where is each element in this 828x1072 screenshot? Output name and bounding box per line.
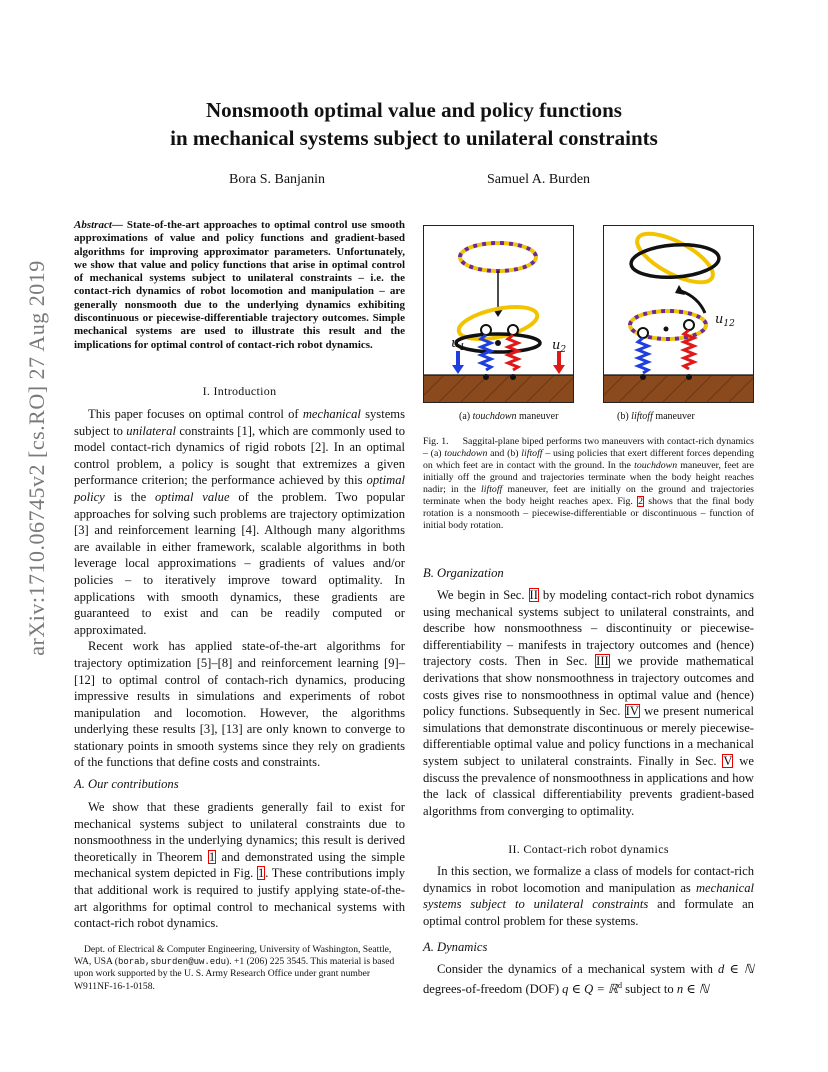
subcaption-a <box>459 411 558 423</box>
org-paragraph <box>423 587 754 819</box>
text-run: is the <box>104 489 155 504</box>
text-run: we present numerical simulations that demonstrate discontinuous or merely piecewise-differentiable optimal value and policy functions in a mechanical system subject to unilateral constraints. Finally in Sec. <box>423 704 754 768</box>
math: q ∈ Q = ℝ <box>562 981 618 996</box>
paper-title <box>0 96 828 152</box>
text-run: Dept. of Electrical & Computer Engineering, University of Washington, Seattle, WA, USA ( <box>74 944 392 968</box>
text-run: (a) <box>459 411 473 422</box>
dynamics-paragraph <box>423 961 754 997</box>
section-2-heading: II. Contact-rich robot dynamics <box>508 842 669 856</box>
text-run: Consider the dynamics of a mechanical system with <box>437 962 719 976</box>
intro-paragraph-2: Recent work has applied state-of-the-art algorithms for trajectory optimization [5]–[8] and reinforcement learning [9]–[12] to optimal control of contach-rich dynamics, producing impressive results in simulations and experiments of robot manipulation and locomotion. However, the algorithms underlying these results [3], [13] are only known to converge to stationary points in smooth systems since they rely on gradients of the functions that define costs and constraints. <box>74 639 405 770</box>
org-body <box>423 587 754 819</box>
theorem-ref-link[interactable]: 1 <box>208 849 216 864</box>
text-run: mechanical <box>302 407 361 421</box>
abstract <box>74 219 405 352</box>
author-1: Bora S. Banjanin <box>229 172 326 187</box>
org-heading: B. Organization <box>423 566 504 580</box>
intro-body <box>74 406 405 771</box>
section-2-paragraph <box>423 863 754 929</box>
intro-heading: I. Introduction <box>202 384 277 398</box>
panel-a <box>424 226 574 403</box>
text-run: This paper focuses on optimal control of <box>88 407 303 421</box>
arxiv-id: arXiv:1710.06745v2 [cs.RO] 27 Aug 2019 <box>24 260 49 656</box>
abstract-label: Abstract <box>74 219 112 231</box>
title-line-2: in mechanical systems subject to unilateral constraints <box>170 126 658 150</box>
text-run: shows that the final body rotation is a nonsmooth – piecewise-differentiable or discontinuous – function of initial body rotation. <box>423 496 755 531</box>
text-run: liftoff <box>521 448 543 459</box>
dynamics-heading: A. Dynamics <box>423 940 488 954</box>
text-run: systems subject to <box>74 407 405 438</box>
text-run: . These contributions imply that additional work is required to justify applying state-of-the-art algorithms for optimal control to mechanical systems with contact-rich robot dynamics. <box>74 866 405 931</box>
text-run: liftoff <box>481 484 503 495</box>
footnote <box>74 944 405 993</box>
text-run: subject to <box>621 981 677 996</box>
text-run: We show that these gradients generally fail to exist for mechanical systems subject to unilateral constraints due to nonsmoothness in the underlying dynamics; this result is derived theoretically in Theorem <box>74 800 405 864</box>
dynamics-body <box>423 961 754 997</box>
text-run: maneuver, feet are initially on the ground and trajectories terminate when the body height reaches apex. Fig. <box>423 484 754 507</box>
arxiv-sidebar <box>24 260 50 656</box>
figure-caption <box>423 436 754 532</box>
text-run: optimal policy <box>74 473 405 504</box>
footnote-text <box>74 944 405 993</box>
text-run: mechanical systems subject to unilateral constraints <box>423 880 754 912</box>
contrib-body <box>74 799 405 932</box>
contrib-paragraph <box>74 799 405 932</box>
figure-2-ref-link[interactable]: 2 <box>638 496 644 507</box>
text-run: – using policies that exert different forces depending on which feet are in contact with the ground. In the <box>423 448 754 471</box>
text-run: ). +1 (206) 225 3545. This material is based upon work supported by the U. S. Army Research Office under grant number W911NF-16-1-0158. <box>74 956 395 992</box>
section-iii-ref-link[interactable]: III <box>596 654 609 669</box>
section-ii-ref-link[interactable]: II <box>529 588 538 602</box>
text-run: We begin in Sec. <box>437 588 529 602</box>
section-2-body <box>423 863 754 929</box>
figure-1-drawing <box>423 225 754 403</box>
subcaption-b <box>617 411 695 423</box>
section-iv-ref-link[interactable]: IV <box>625 704 639 719</box>
text-run: and (b) <box>487 448 522 459</box>
figure-1 <box>423 225 754 403</box>
title-line-1: Nonsmooth optimal value and policy functions <box>206 98 622 122</box>
text-run: liftoff <box>631 411 653 422</box>
math: n ∈ ℕ <box>676 981 709 996</box>
text-run: degrees-of-freedom (DOF) <box>423 981 563 996</box>
text-run: unilateral <box>126 423 176 438</box>
label-u2: $u_2$ <box>551 338 567 355</box>
text-run: maneuver, feet are initially off the ground and trajectories terminate when the body height reaches nadir; in the <box>423 460 755 495</box>
intro-paragraph-1 <box>74 406 405 638</box>
text-run: maneuver <box>652 411 695 422</box>
panel-b <box>604 225 754 403</box>
text-run: maneuver <box>516 411 559 422</box>
author-2: Samuel A. Burden <box>487 172 591 187</box>
text-run: optimal value <box>154 489 230 504</box>
contrib-heading: A. Our contributions <box>74 777 179 791</box>
text-run: we discuss the prevalence of nonsmoothness in applications and how the lack of classical differentiability prevents gradient-based algorithms from converging to optimality. <box>423 753 754 818</box>
abstract-text: — State-of-the-art approaches to optimal control use smooth approximations of value and policy functions and gradient-based algorithms for improving approximator parameters. Unfortunately, we show that value and policy functions that arise in optimal control of mechanical systems subject to unilateral constraints – i.e. the contact-rich dynamics of robot locomotion and manipulation – are generally nonsmooth due to the underlying dynamics exhibiting discontinuous or piecewise-differentiable trajectory outcomes. Simple mechanical systems are used to illustrate this result and the implications for optimal control of contact-rich robot dynamics. <box>74 219 405 351</box>
text-run: touchdown <box>634 460 678 471</box>
label-u12: $u_{12}$ <box>715 312 735 329</box>
text-run: touchdown <box>472 411 517 422</box>
section-v-ref-link[interactable]: V <box>723 753 733 768</box>
text-run: (b) <box>617 411 632 422</box>
text-run: of the problem. Two popular approaches for solving such problems are trajectory optimization [3] and reinforcement learning [4]. Although many algorithms are available in either framework, scalable algorithms in both leverage local approximations – gradients of values and/or policies – to iteratively improve toward optimality. In applications with smooth dynamics, these gradients are guaranteed to exist and can be readily computed or approximated. <box>74 489 406 637</box>
text-run: In this section, we formalize a class of models for contact-rich dynamics in robot locomotion and manipulation as <box>423 864 754 895</box>
math-sup: d <box>617 980 622 990</box>
figure-ref-link[interactable]: 1 <box>257 866 265 881</box>
email: borab,sburden@uw.edu <box>117 957 227 968</box>
math: d ∈ ℕ <box>718 962 754 976</box>
text-run: and formulate an optimal control problem for these systems. <box>423 897 754 928</box>
text-run: and demonstrated using the simple mechanical system depicted in Fig. <box>74 849 405 881</box>
label-u1: $u_1$ <box>450 336 466 353</box>
caption-label: Fig. 1. <box>423 436 449 447</box>
text-run: constraints [1], which are commonly used to model contact-rich dynamics of rigid robots [2]. In an optimal control problem, a policy is sought that extremizes a given performance criterion; the performance achieved by this <box>74 423 405 488</box>
text-run: by modeling contact-rich robot dynamics using mechanical systems subject to unilateral constraints, and describe how nonsmoothness – discontinuity or piecewise-differentiability – manifests in trajectory outcomes and (hence) trajectory costs. Then in Sec. <box>423 588 755 669</box>
text-run: we provide mathematical derivations that show nonsmoothness in trajectory outcomes and costs gives rise to nonsmoothness in optimal value and (hence) policy functions. Subsequently in Sec. <box>423 654 754 719</box>
text-run: touchdown <box>444 448 488 459</box>
text-run: Saggital-plane biped performs two maneuvers with contact-rich dynamics – (a) <box>423 436 754 459</box>
